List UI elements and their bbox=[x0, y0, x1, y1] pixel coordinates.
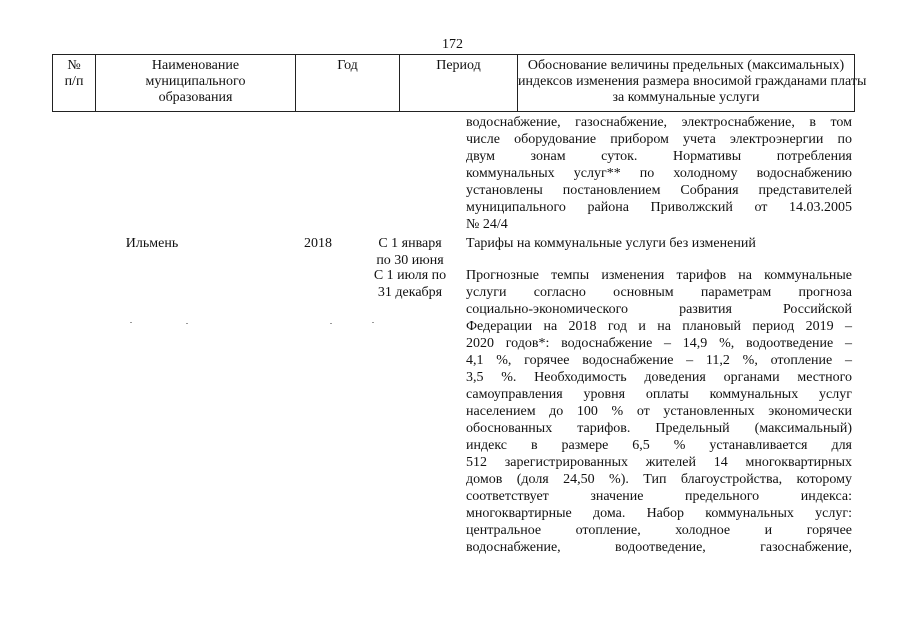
period-text: С 1 января bbox=[378, 236, 442, 251]
header-text: Период bbox=[436, 58, 481, 73]
header-text: за коммунальные услуги bbox=[612, 90, 760, 105]
text-line: соответствует значение предельного индекса: bbox=[466, 489, 852, 504]
text-line: коммунальных услуг** по холодному водоснабжению bbox=[466, 166, 852, 181]
text-line: обоснованных тарифов. Предельный (максимальный) bbox=[466, 421, 852, 436]
text-line: многоквартирные дома. Набор коммунальных услуг: bbox=[466, 506, 852, 521]
text-line: водоснабжение, газоснабжение, электроснабжение, в том bbox=[466, 115, 852, 130]
municipality-name: Ильмень bbox=[125, 236, 179, 251]
text-line: 2020 годов*: водоснабжение – 14,9 %, водоотведение – bbox=[466, 336, 852, 351]
text-line: 512 зарегистрированных жителей 14 многоквартирных bbox=[466, 455, 852, 470]
text-line: установлены постановлением Собрания представителей bbox=[466, 183, 852, 198]
header-text: п/п bbox=[64, 74, 84, 89]
page-number: 172 bbox=[442, 37, 463, 52]
table-header bbox=[52, 54, 867, 112]
header-col-municipality bbox=[96, 55, 296, 111]
header-text: Обоснование величины предельных (максимальных) bbox=[527, 58, 845, 73]
basis-first-half bbox=[466, 235, 852, 252]
text-line: водоснабжение, водоотведение, газоснабжение, bbox=[466, 540, 852, 555]
header-text: № bbox=[67, 58, 81, 73]
text-line: Тарифы на коммунальные услуги без изменений bbox=[466, 236, 756, 251]
header-text: Наименование bbox=[151, 58, 240, 73]
scan-speck bbox=[186, 323, 188, 324]
header-text: индексов изменения размера вносимой гражданами платы bbox=[518, 74, 867, 89]
header-col-basis bbox=[518, 55, 867, 111]
year-value: 2018 bbox=[304, 236, 332, 251]
header-col-year bbox=[296, 55, 400, 111]
text-line: самоуправления уровня оплаты коммунальных услуг bbox=[466, 387, 852, 402]
text-line: населением до 100 % от установленных экономически bbox=[466, 404, 852, 419]
text-line: Прогнозные темпы изменения тарифов на коммунальные bbox=[466, 268, 852, 283]
period-text: по 30 июня bbox=[376, 253, 444, 268]
scan-speck bbox=[130, 322, 132, 323]
text-line: 3,5 %. Необходимость доведения органами местного bbox=[466, 370, 852, 385]
header-text: образования bbox=[158, 90, 233, 105]
period-second-half bbox=[360, 267, 460, 301]
text-line: центральное отопление, холодное и горячее bbox=[466, 523, 852, 538]
period-text: С 1 июля по bbox=[373, 268, 447, 283]
scan-speck bbox=[330, 323, 332, 324]
header-col-period bbox=[400, 55, 518, 111]
text-line: услуги согласно основным параметрам прогноза bbox=[466, 285, 852, 300]
text-line: двум зонам суток. Нормативы потребления bbox=[466, 149, 852, 164]
text-line: индекс в размере 6,5 % устанавливается для bbox=[466, 438, 852, 453]
text-line: числе оборудование прибором учета электроэнергии по bbox=[466, 132, 852, 147]
header-text: Год bbox=[337, 58, 358, 73]
text-line: домов (доля 24,50 %). Тип благоустройства, которому bbox=[466, 472, 852, 487]
text-line: Федерации на 2018 год и на плановый период 2019 – bbox=[466, 319, 852, 334]
scan-speck bbox=[372, 322, 374, 323]
header-col-number bbox=[53, 55, 96, 111]
period-first-half bbox=[360, 235, 460, 269]
basis-second-half bbox=[466, 267, 852, 556]
text-line: социально-экономического развития Российской bbox=[466, 302, 852, 317]
text-line: № 24/4 bbox=[466, 217, 508, 232]
header-text: муниципального bbox=[145, 74, 246, 89]
text-line: муниципального района Приволжский от 14.03.2005 bbox=[466, 200, 852, 215]
continuation-paragraph bbox=[466, 114, 852, 233]
text-line: 4,1 %, горячее водоснабжение – 11,2 %, отопление – bbox=[466, 353, 852, 368]
period-text: 31 декабря bbox=[377, 285, 443, 300]
